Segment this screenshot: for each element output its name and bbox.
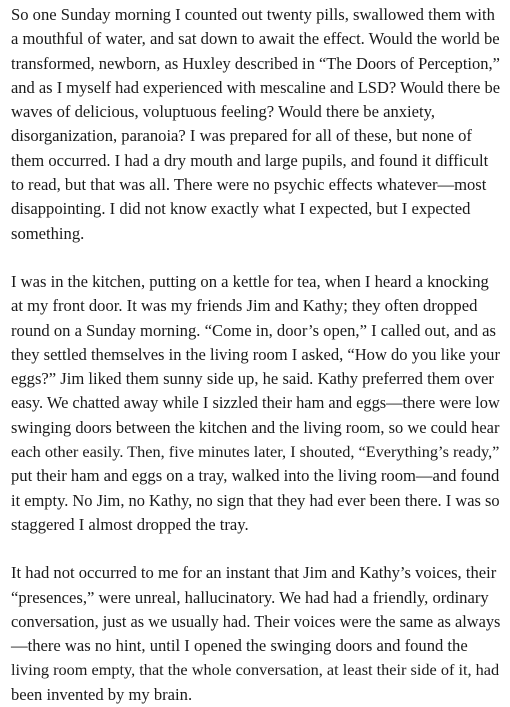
text-line: easy. We chatted away while I sizzled their ham and eggs—there were low xyxy=(11,393,500,413)
paragraph-3 xyxy=(11,561,500,707)
text-line: disorganization, paranoia? I was prepared for all of these, but none of xyxy=(11,126,472,146)
text-line: and as I myself had experienced with mescaline and LSD? Would there be xyxy=(11,77,501,97)
text-line: been invented by my brain. xyxy=(11,684,193,704)
text-line: It had not occurred to me for an instant that Jim and Kathy’s voices, their xyxy=(11,563,497,583)
text-line: staggered I almost dropped the tray. xyxy=(11,514,249,534)
text-line: —there was no hint, until I opened the swinging doors and found the xyxy=(11,636,468,656)
text-line: swinging doors between the kitchen and the living room, so we could hear xyxy=(11,417,500,437)
paragraph-2 xyxy=(11,270,500,537)
text-line: it empty. No Jim, no Kathy, no sign that they had ever been there. I was so xyxy=(11,490,500,510)
text-line: living room empty, that the whole conversation, at least their side of it, had xyxy=(11,660,500,680)
text-line: them occurred. I had a dry mouth and large pupils, and found it difficult xyxy=(11,150,489,170)
text-line: eggs?” Jim liked them sunny side up, he said. Kathy preferred them over xyxy=(11,369,494,389)
text-line: disappointing. I did not know exactly what I expected, but I expected xyxy=(11,199,471,219)
text-line: I was in the kitchen, putting on a kettle for tea, when I heard a knocking xyxy=(11,271,489,291)
text-line: something. xyxy=(11,223,85,243)
paragraph-1 xyxy=(11,3,500,246)
text-line: So one Sunday morning I counted out twenty pills, swallowed them with xyxy=(11,5,495,24)
text-line: they settled themselves in the living room I asked, “How do you like your xyxy=(11,344,500,364)
text-line: each other easily. Then, five minutes later, I shouted, “Everything’s ready,” xyxy=(11,442,500,462)
text-line: waves of delicious, voluptuous feeling? Would there be anxiety, xyxy=(11,102,435,122)
text-line: round on a Sunday morning. “Come in, door’s open,” I called out, and as xyxy=(11,320,496,340)
text-line: a mouthful of water, and sat down to await the effect. Would the world be xyxy=(11,29,500,49)
text-line: “presences,” were unreal, hallucinatory. We had had a friendly, ordinary xyxy=(11,587,489,607)
text-line: transformed, newborn, as Huxley described in “The Doors of Perception,” xyxy=(11,53,500,73)
text-line: put their ham and eggs on a tray, walked into the living room—and found xyxy=(11,466,500,486)
text-line: conversation, just as we usually had. Their voices were the same as always xyxy=(11,611,501,631)
text-line: to read, but that was all. There were no psychic effects whatever—most xyxy=(11,175,487,195)
text-line: at my front door. It was my friends Jim and Kathy; they often dropped xyxy=(11,296,478,316)
